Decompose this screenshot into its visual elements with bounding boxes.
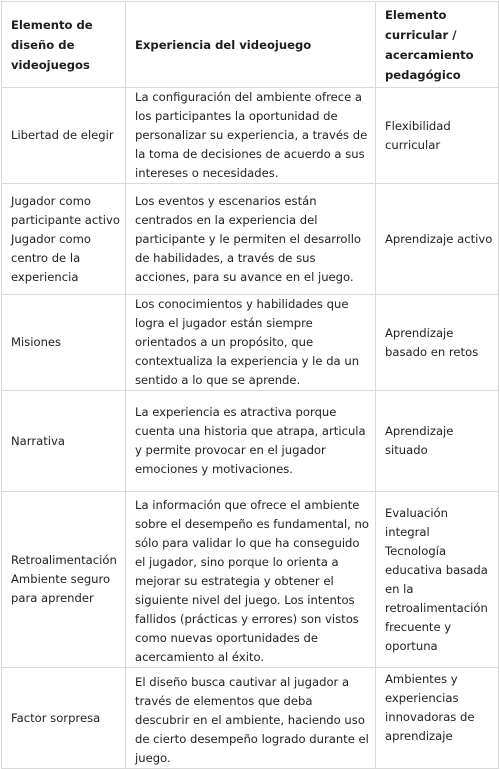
table-row xyxy=(2,184,499,295)
cell-curricular-element: Aprendizaje situado xyxy=(376,391,499,492)
header-curricular-element: Elemento curricular / acercamiento pedagógico xyxy=(376,2,499,88)
cell-curricular-element: Aprendizaje basado en retos xyxy=(376,295,499,391)
cell-game-experience: La información que ofrece el ambiente sobre el desempeño es fundamental, no sólo para validar lo que ha conseguido el jugador, sino porque lo orienta a mejorar su estrategia y obtener el siguiente nivel del juego. Los intentos fallidos (prácticas y errores) son vistos como nuevas oportunidades de acercamiento al éxito. xyxy=(126,492,376,668)
cell-curricular-element: Flexibilidad curricular xyxy=(376,88,499,184)
cell-game-experience: Los conocimientos y habilidades que logra el jugador están siempre orientados a un propósito, que contextualiza la experiencia y le da un sentido a lo que se aprende. xyxy=(126,295,376,391)
cell-design-element: Libertad de elegir xyxy=(2,88,126,184)
cell-design-element: Jugador como participante activo Jugador como centro de la experiencia xyxy=(2,184,126,295)
header-game-experience: Experiencia del videojuego xyxy=(126,2,376,88)
cell-curricular-element: Aprendizaje activo xyxy=(376,184,499,295)
cell-curricular-element: Evaluación integral Tecnología educativa basada en la retroalimentación frecuente y oportuna xyxy=(376,492,499,668)
cell-game-experience: La experiencia es atractiva porque cuenta una historia que atrapa, articula y permite provocar en el jugador emociones y motivaciones. xyxy=(126,391,376,492)
table-row xyxy=(2,295,499,391)
table-header-row xyxy=(2,2,499,88)
cell-curricular-element: Ambientes y experiencias innovadoras de aprendizaje xyxy=(376,668,499,769)
header-design-element: Elemento de diseño de videojuegos xyxy=(2,2,126,88)
comparison-table xyxy=(1,1,499,769)
table-row xyxy=(2,668,499,769)
table-row xyxy=(2,88,499,184)
cell-game-experience: Los eventos y escenarios están centrados en la experiencia del participante y le permiten el desarrollo de habilidades, a través de sus acciones, para su avance en el juego. xyxy=(126,184,376,295)
cell-game-experience: La configuración del ambiente ofrece a los participantes la oportunidad de personalizar su experiencia, a través de la toma de decisiones de acuerdo a sus intereses o necesidades. xyxy=(126,88,376,184)
cell-design-element: Narrativa xyxy=(2,391,126,492)
cell-design-element: Retroalimentación Ambiente seguro para aprender xyxy=(2,492,126,668)
table-row xyxy=(2,492,499,668)
cell-design-element: Misiones xyxy=(2,295,126,391)
cell-game-experience: El diseño busca cautivar al jugador a través de elementos que deba descubrir en el ambiente, haciendo uso de cierto desempeño logrado durante el juego. xyxy=(126,668,376,769)
game-design-table xyxy=(1,1,498,765)
table-row xyxy=(2,391,499,492)
cell-design-element: Factor sorpresa xyxy=(2,668,126,769)
